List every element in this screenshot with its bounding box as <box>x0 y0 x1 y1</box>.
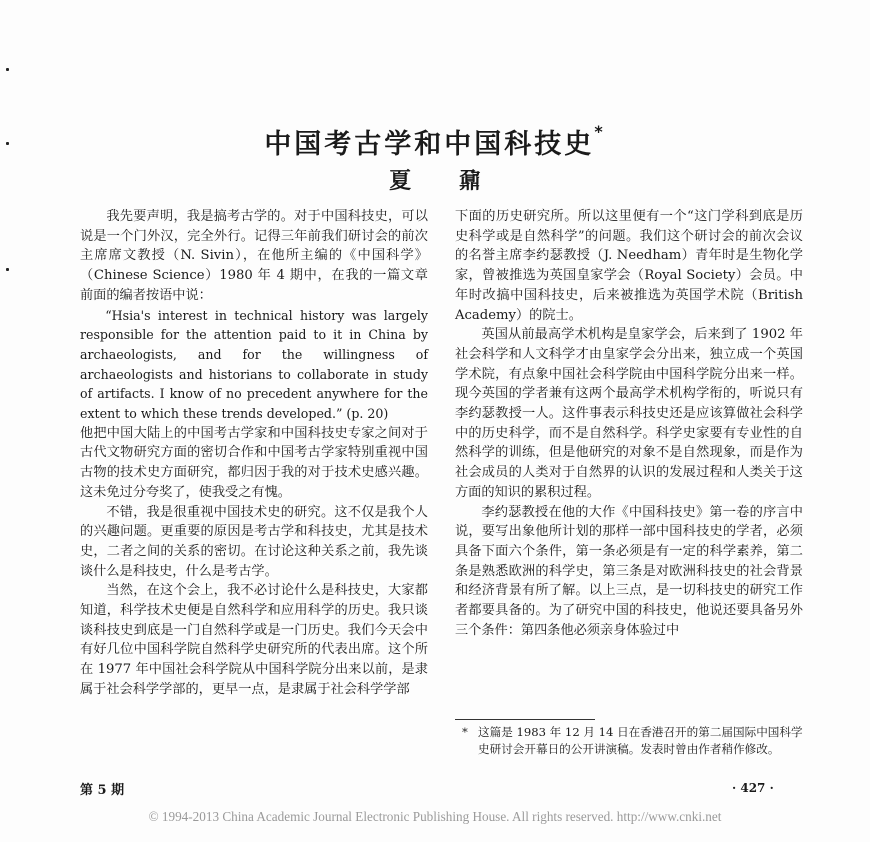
left-column <box>80 207 428 700</box>
copyright-footer: © 1994-2013 China Academic Journal Electronic Publishing House. All rights reserved. http://www.cnki.net <box>148 809 722 824</box>
footnote-divider <box>455 719 595 720</box>
title-footnote-mark: * <box>594 122 606 141</box>
scan-mark <box>6 268 9 271</box>
title-text: 中国考古学和中国科技史 <box>264 129 595 160</box>
footnote <box>462 724 803 758</box>
paragraph: 英国从前最高学术机构是皇家学会，后来到了 1902 年社会科学和人文科学才由皇家学会分出来，独立成一个英国学术院，有点象中国社会科学院由中国科学院分出来一样。现今英国的学者兼有这两个最高学术机构学衔的，听说只有李约瑟教授一人。这件事表示科技史还是应该算做社会科学中的历史科学，而不是自然科学。科学史家要有专业性的自然科学的训练，但是他研究的对象不是自然现象，而是作为社会成员的人类对于自然界的认识的发展过程和人类关于这方面的知识的累积过程。 <box>455 327 803 500</box>
paragraph: 李约瑟教授在他的大作《中国科技史》第一卷的序言中说，要写出象他所计划的那样一部中国科技史的学者，必须具备下面六个条件，第一条必须是有一定的科学素养，第二条是熟悉欧洲的科学史，第三条是对欧洲科技史的社会背景和经济背景有所了解。以上三点，是一切科技史的研究工作者都要具备的。为了研究中国的科技史，他说还要具备另外三个条件：第四条他必须亲身体验过中 <box>455 504 803 638</box>
right-column <box>455 207 803 640</box>
page-number: · 427 · <box>732 781 774 795</box>
paragraph: 下面的历史研究所。所以这里便有一个“这门学科到底是历史科学或是自然科学”的问题。我们这个研讨会的前次会议的名誉主席李约瑟教授（J. Needham）青年时是生物化学家，曾被推选为英国皇家学会（Royal Society）会员。中年时改搞中国科技史，后来被推选为英国学术院（British Academy）的院士。 <box>455 209 803 323</box>
issue-label: 第 5 期 <box>80 783 125 798</box>
footnote-mark: * <box>462 725 468 739</box>
english-quote: “Hsia's interest in technical history was largely responsible for the attention paid to it in China by archaeologists, and for the willingness of archaeologists and historians to collaborate in study of artifacts. I know of no precedent anywhere for the extent to which these trends developed.” (p. 20) <box>80 307 428 422</box>
paragraph: 他把中国大陆上的中国考古学家和中国科技史专家之间对于古代文物研究方面的密切合作和中国考古学家特别重视中国古物的技术史方面研究，都归因于我的对于技术史感兴趣。这未免过分夸奖了，使我受之有愧。 <box>80 425 428 500</box>
paragraph: 不错，我是很重视中国技术史的研究。这不仅是我个人的兴趣问题。更重要的原因是考古学和科技史，尤其是技术史，二者之间的关系的密切。在讨论这种关系之前，我先谈谈什么是科技史，什么是考古学。 <box>80 504 428 579</box>
paragraph: 我先要声明，我是搞考古学的。对于中国科技史，可以说是一个门外汉，完全外行。记得三年前我们研讨会的前次主席席文教授（N. Sivin），在他所主编的《中国科学》（Chinese Science）1980 年 4 期中，在我的一篇文章前面的编者按语中说： <box>80 209 428 303</box>
paragraph: 当然，在这个会上，我不必讨论什么是科技史，大家都知道，科学技术史便是自然科学和应用科学的历史。我只谈谈科技史到底是一门自然科学或是一门历史。我们今天会中有好几位中国科学院自然科学史研究所的代表出席。这个所在 1977 年中国社会科学院从中国科学院分出来以前，是隶属于社会科学学部的，更早一点，是隶属于社会科学学部 <box>80 583 428 697</box>
scan-mark <box>6 68 9 71</box>
footnote-text: 这篇是 1983 年 12 月 14 日在香港召开的第二届国际中国科学史研讨会开幕日的公开讲演稿。发表时曾由作者稍作修改。 <box>478 725 803 756</box>
author-name: 夏 鼐 <box>389 169 481 194</box>
article-title <box>0 122 870 161</box>
